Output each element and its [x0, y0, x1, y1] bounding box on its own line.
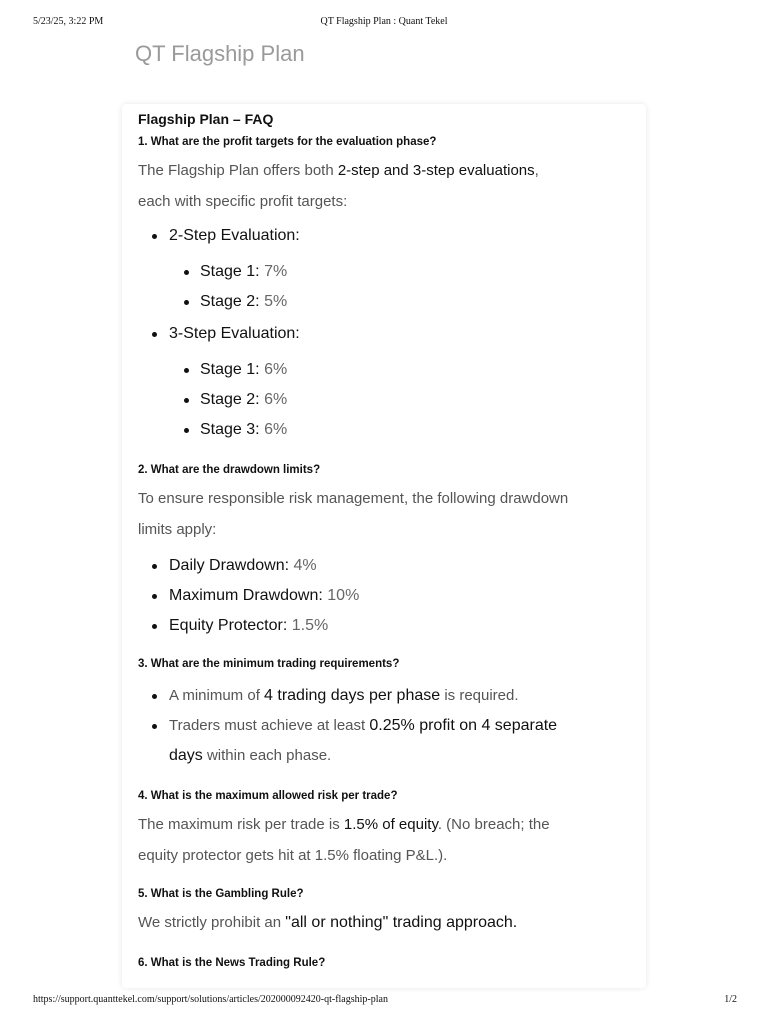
list-item: Equity Protector: 1.5%: [138, 611, 626, 641]
print-date: 5/23/25, 3:22 PM: [33, 16, 104, 27]
question-1: 1. What are the profit targets for the evaluation phase?: [138, 136, 437, 148]
list-item: Traders must achieve at least 0.25% profit on 4 separate days within each phase.: [138, 711, 626, 771]
list-item: Stage 3: 6%: [138, 415, 626, 445]
list-item: Maximum Drawdown: 10%: [138, 581, 626, 611]
q1-3-step-stages: [138, 355, 626, 445]
faq-content: [138, 110, 626, 970]
print-header: [0, 16, 768, 32]
list-item: A minimum of 4 trading days per phase is required.: [138, 681, 626, 711]
q5-answer: We strictly prohibit an "all or nothing" trading approach.: [138, 914, 518, 931]
q1-evaluation-list: [138, 221, 626, 251]
question-2: 2. What are the drawdown limits?: [138, 464, 321, 476]
q4-answer: The maximum risk per trade is 1.5% of equity. (No breach; the equity protector gets hit at 1.5% floating P&L.).: [138, 816, 550, 864]
page-number: 1/2: [724, 994, 737, 1005]
question-6: 6. What is the News Trading Rule?: [138, 957, 326, 969]
faq-heading: Flagship Plan – FAQ: [138, 111, 274, 127]
question-5: 5. What is the Gambling Rule?: [138, 888, 304, 900]
list-item: Stage 2: 5%: [138, 287, 626, 317]
q1-evaluation-list-2: [138, 319, 626, 349]
list-item: Daily Drawdown: 4%: [138, 551, 626, 581]
q1-intro-emphasis: 2-step and 3-step evaluations: [337, 162, 535, 179]
q1-intro: The Flagship Plan offers both 2-step and 3-step evaluations, each with specific profit targets:: [138, 162, 539, 210]
faq-card: [122, 104, 646, 988]
print-title: QT Flagship Plan : Quant Tekel: [320, 16, 448, 27]
q2-intro: To ensure responsible risk management, the following drawdown limits apply:: [138, 490, 569, 538]
list-item: Stage 1: 6%: [138, 355, 626, 385]
list-item-2-step: 2-Step Evaluation:: [138, 221, 626, 251]
list-item-3-step: 3-Step Evaluation:: [138, 319, 626, 349]
print-url: https://support.quanttekel.com/support/solutions/articles/202000092420-qt-flagship-plan: [33, 994, 388, 1005]
q5-emphasis: "all or nothing" trading approach.: [285, 914, 518, 931]
q1-2-step-stages: [138, 257, 626, 317]
q2-drawdown-list: [138, 551, 626, 641]
list-item: Stage 1: 7%: [138, 257, 626, 287]
list-item: Stage 2: 6%: [138, 385, 626, 415]
page-title: QT Flagship Plan: [135, 41, 305, 66]
q4-emphasis: 1.5% of equity: [343, 816, 438, 833]
q3-requirements-list: [138, 681, 626, 771]
question-3: 3. What are the minimum trading requirements?: [138, 658, 400, 670]
print-footer: [0, 994, 768, 1010]
question-4: 4. What is the maximum allowed risk per trade?: [138, 790, 398, 802]
